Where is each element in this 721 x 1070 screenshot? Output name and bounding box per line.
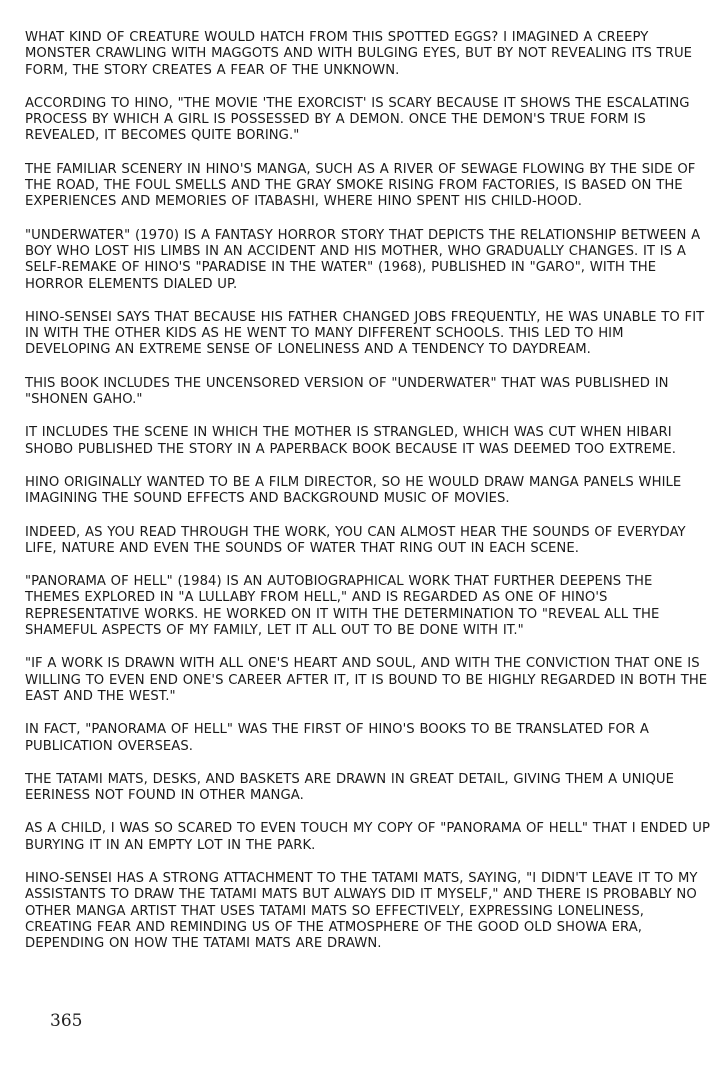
page-number: 365 xyxy=(50,1011,83,1031)
paragraph: HINO-SENSEI SAYS THAT BECAUSE HIS FATHER CHANGED JOBS FREQUENTLY, HE WAS UNABLE TO FIT IN WITH THE OTHER KIDS AS HE WENT TO MANY DIFFERENT SCHOOLS. THIS LED TO HIM DEVELOPING AN EXTREME SENSE OF LONELINESS AND A TENDENCY TO DAYDREAM. xyxy=(25,309,705,358)
paragraph: ACCORDING TO HINO, "THE MOVIE 'THE EXORCIST' IS SCARY BECAUSE IT SHOWS THE ESCALATING PROCESS BY WHICH A GIRL IS POSSESSED BY A DEMON. ONCE THE DEMON'S TRUE FORM IS REVEALED, IT BECOMES QUITE BORING." xyxy=(25,95,690,144)
paragraph: THE FAMILIAR SCENERY IN HINO'S MANGA, SUCH AS A RIVER OF SEWAGE FLOWING BY THE SIDE OF THE ROAD, THE FOUL SMELLS AND THE GRAY SMOKE RISING FROM FACTORIES, IS BASED ON THE EXPERIENCES AND MEMORIES OF ITABASHI, WHERE HINO SPENT HIS CHILD-HOOD. xyxy=(25,161,696,210)
text-column xyxy=(25,30,710,969)
paragraph: INDEED, AS YOU READ THROUGH THE WORK, YOU CAN ALMOST HEAR THE SOUNDS OF EVERYDAY LIFE, NATURE AND EVEN THE SOUNDS OF WATER THAT RING OUT IN EACH SCENE. xyxy=(25,524,686,556)
paragraph: IN FACT, "PANORAMA OF HELL" WAS THE FIRST OF HINO'S BOOKS TO BE TRANSLATED FOR A PUBLICATION OVERSEAS. xyxy=(25,722,649,754)
paragraph: "PANORAMA OF HELL" (1984) IS AN AUTOBIOGRAPHICAL WORK THAT FURTHER DEEPENS THE THEMES EXPLORED IN "A LULLABY FROM HELL," AND IS REGARDED AS ONE OF HINO'S REPRESENTATIVE WORKS. HE WORKED ON IT WITH THE DETERMINATION TO "REVEAL ALL THE SHAMEFUL ASPECTS OF MY FAMILY, LET IT ALL OUT TO BE DONE WITH IT." xyxy=(25,574,660,639)
paragraph: HINO ORIGINALLY WANTED TO BE A FILM DIRECTOR, SO HE WOULD DRAW MANGA PANELS WHILE IMAGINING THE SOUND EFFECTS AND BACKGROUND MUSIC OF MOVIES. xyxy=(25,474,682,507)
paragraph: IT INCLUDES THE SCENE IN WHICH THE MOTHER IS STRANGLED, WHICH WAS CUT WHEN HIBARI SHOBO PUBLISHED THE STORY IN A PAPERBACK BOOK BECAUSE IT WAS DEEMED TOO EXTREME. xyxy=(25,425,676,457)
paragraph: THIS BOOK INCLUDES THE UNCENSORED VERSION OF "UNDERWATER" THAT WAS PUBLISHED IN "SHONEN GAHO." xyxy=(25,375,669,408)
paragraph: "IF A WORK IS DRAWN WITH ALL ONE'S HEART AND SOUL, AND WITH THE CONVICTION THAT ONE IS WILLING TO EVEN END ONE'S CAREER AFTER IT, IT IS BOUND TO BE HIGHLY REGARDED IN BOTH THE EAST AND THE WEST." xyxy=(25,656,708,704)
paragraph: WHAT KIND OF CREATURE WOULD HATCH FROM THIS SPOTTED EGGS? I IMAGINED A CREEPY MONSTER CRAWLING WITH MAGGOTS AND WITH BULGING EYES, BUT BY NOT REVEALING ITS TRUE FORM, THE STORY CREATES A FEAR OF THE UNKNOWN. xyxy=(25,30,693,78)
paragraph: HINO-SENSEI HAS A STRONG ATTACHMENT TO THE TATAMI MATS, SAYING, "I DIDN'T LEAVE IT TO MY ASSISTANTS TO DRAW THE TATAMI MATS BUT ALWAYS DID IT MYSELF," AND THERE IS PROBABLY NO OTHER MANGA ARTIST THAT USES TATAMI MATS SO EFFECTIVELY, EXPRESSING LONELINESS, CREATING FEAR AND REMINDING US OF THE ATMOSPHERE OF THE GOOD OLD SHOWA ERA, DEPENDING ON HOW THE TATAMI MATS ARE DRAWN. xyxy=(25,870,698,952)
paragraph: "UNDERWATER" (1970) IS A FANTASY HORROR STORY THAT DEPICTS THE RELATIONSHIP BETWEEN A BOY WHO LOST HIS LIMBS IN AN ACCIDENT AND HIS MOTHER, WHO GRADUALLY CHANGES. IT IS A SELF-REMAKE OF HINO'S "PARADISE IN THE WATER" (1968), PUBLISHED IN "GARO", WITH THE HORROR ELEMENTS DIALED UP. xyxy=(25,227,701,292)
paragraph: AS A CHILD, I WAS SO SCARED TO EVEN TOUCH MY COPY OF "PANORAMA OF HELL" THAT I ENDED UP BURYING IT IN AN EMPTY LOT IN THE PARK. xyxy=(25,821,710,853)
paragraph: THE TATAMI MATS, DESKS, AND BASKETS ARE DRAWN IN GREAT DETAIL, GIVING THEM A UNIQUE EERINESS NOT FOUND IN OTHER MANGA. xyxy=(25,771,675,804)
